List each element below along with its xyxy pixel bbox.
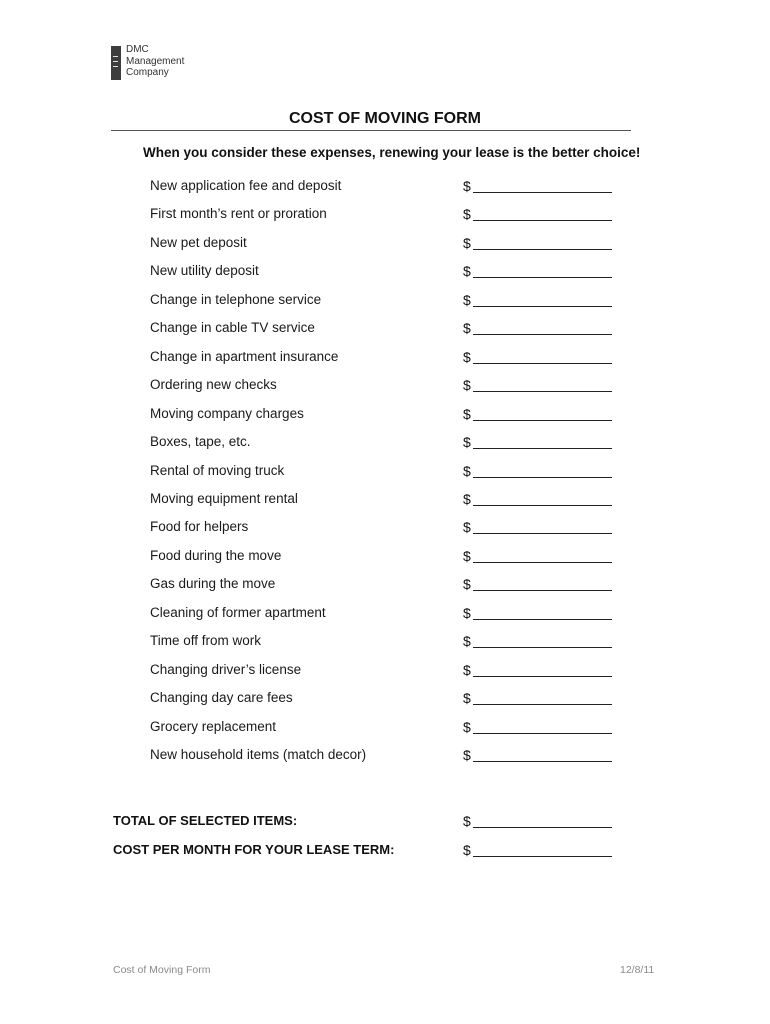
list-item xyxy=(0,292,770,312)
list-item xyxy=(0,235,770,255)
list-item xyxy=(0,349,770,369)
currency-symbol: $ xyxy=(463,633,471,650)
footer-date: 12/8/11 xyxy=(620,964,655,976)
currency-symbol: $ xyxy=(463,690,471,707)
currency-symbol: $ xyxy=(463,547,471,564)
list-item xyxy=(0,605,770,625)
list-item xyxy=(0,377,770,397)
currency-symbol: $ xyxy=(463,519,471,536)
logo-line-3: Company xyxy=(126,67,169,78)
logo-line-2: Management xyxy=(126,55,185,67)
currency-symbol: $ xyxy=(463,263,471,280)
list-item xyxy=(0,463,770,483)
amount-field[interactable] xyxy=(473,420,612,421)
total-label: TOTAL OF SELECTED ITEMS: xyxy=(113,813,298,828)
amount-field[interactable] xyxy=(473,334,612,335)
amount-field[interactable] xyxy=(473,704,612,705)
per-month-amount-field[interactable] xyxy=(473,856,612,857)
expense-label: New utility deposit xyxy=(150,263,259,279)
total-amount-field[interactable] xyxy=(473,827,612,828)
list-item xyxy=(0,719,770,739)
amount-field[interactable] xyxy=(473,192,612,193)
currency-symbol: $ xyxy=(463,434,471,451)
expense-label: New pet deposit xyxy=(150,234,247,250)
expense-label: Changing driver’s license xyxy=(150,661,302,677)
currency-symbol: $ xyxy=(463,604,471,621)
currency-symbol: $ xyxy=(463,291,471,308)
logo-mark-icon xyxy=(111,46,121,80)
expense-label: Grocery replacement xyxy=(150,718,277,734)
page-title: COST OF MOVING FORM xyxy=(289,110,481,127)
amount-field[interactable] xyxy=(473,676,612,677)
expense-label: Moving equipment rental xyxy=(150,490,298,506)
list-item xyxy=(0,178,770,198)
expense-label: Ordering new checks xyxy=(150,377,277,393)
currency-symbol: $ xyxy=(463,576,471,593)
amount-field[interactable] xyxy=(473,590,612,591)
expense-label: Changing day care fees xyxy=(150,690,293,706)
currency-symbol: $ xyxy=(463,718,471,735)
list-item xyxy=(0,263,770,283)
currency-symbol: $ xyxy=(463,234,471,251)
amount-field[interactable] xyxy=(473,761,612,762)
currency-symbol: $ xyxy=(463,842,471,858)
expense-label: First month’s rent or proration xyxy=(150,206,327,222)
amount-field[interactable] xyxy=(473,249,612,250)
expense-label: New application fee and deposit xyxy=(150,178,342,193)
amount-field[interactable] xyxy=(473,533,612,534)
list-item xyxy=(0,548,770,568)
currency-symbol: $ xyxy=(463,490,471,507)
currency-symbol: $ xyxy=(463,178,471,194)
amount-field[interactable] xyxy=(473,391,612,392)
list-item xyxy=(0,491,770,511)
list-item xyxy=(0,576,770,596)
currency-symbol: $ xyxy=(463,661,471,678)
currency-symbol: $ xyxy=(463,747,471,763)
list-item xyxy=(0,662,770,682)
logo-text xyxy=(126,44,184,79)
list-item xyxy=(0,747,770,767)
expense-label: Moving company charges xyxy=(150,405,304,421)
amount-field[interactable] xyxy=(473,619,612,620)
logo-line-1: DMC xyxy=(126,44,149,55)
page-subtitle: When you consider these expenses, renewing your lease is the better choice! xyxy=(143,145,641,160)
list-item xyxy=(0,206,770,226)
list-item xyxy=(0,633,770,653)
expense-label: Boxes, tape, etc. xyxy=(150,434,251,450)
amount-field[interactable] xyxy=(473,220,612,221)
list-item xyxy=(0,406,770,426)
amount-field[interactable] xyxy=(473,505,612,506)
list-item xyxy=(0,690,770,710)
list-item xyxy=(0,320,770,340)
amount-field[interactable] xyxy=(473,733,612,734)
per-month-label: COST PER MONTH FOR YOUR LEASE TERM: xyxy=(113,842,395,857)
footer-document-name: Cost of Moving Form xyxy=(113,964,211,976)
amount-field[interactable] xyxy=(473,477,612,478)
expense-label: Gas during the move xyxy=(150,576,276,592)
currency-symbol: $ xyxy=(463,813,471,829)
expense-label: Food for helpers xyxy=(150,519,249,535)
currency-symbol: $ xyxy=(463,320,471,337)
list-item xyxy=(0,519,770,539)
expense-label: New household items (match decor) xyxy=(150,747,367,762)
currency-symbol: $ xyxy=(463,462,471,479)
expense-label: Change in telephone service xyxy=(150,291,322,307)
amount-field[interactable] xyxy=(473,306,612,307)
amount-field[interactable] xyxy=(473,647,612,648)
total-row xyxy=(0,813,770,833)
currency-symbol: $ xyxy=(463,206,471,223)
expense-label: Change in cable TV service xyxy=(150,320,315,336)
title-divider xyxy=(111,130,631,131)
per-month-row xyxy=(0,842,770,862)
expense-label: Rental of moving truck xyxy=(150,462,285,478)
expense-label: Food during the move xyxy=(150,547,282,563)
amount-field[interactable] xyxy=(473,448,612,449)
currency-symbol: $ xyxy=(463,377,471,394)
expense-label: Time off from work xyxy=(150,633,262,649)
amount-field[interactable] xyxy=(473,562,612,563)
expense-label: Change in apartment insurance xyxy=(150,348,339,364)
currency-symbol: $ xyxy=(463,348,471,365)
amount-field[interactable] xyxy=(473,363,612,364)
list-item xyxy=(0,434,770,454)
expense-label: Cleaning of former apartment xyxy=(150,604,326,620)
amount-field[interactable] xyxy=(473,277,612,278)
currency-symbol: $ xyxy=(463,405,471,422)
